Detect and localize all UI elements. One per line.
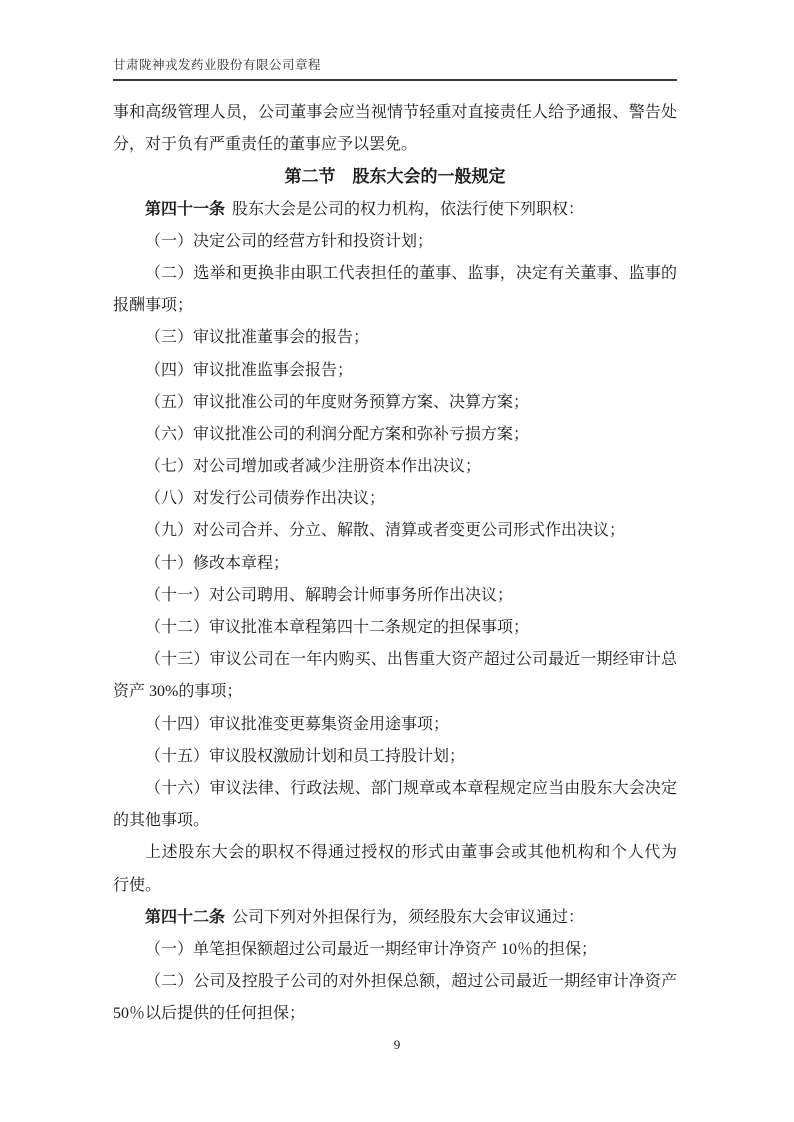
- line-text: （十五）审议股权激励计划和员工持股计划；: [145, 747, 466, 765]
- document-line: [113, 870, 677, 902]
- line-text: （二）公司及控股子公司的对外担保总额，超过公司最近一期经审计净资产: [145, 973, 677, 991]
- document-line: [113, 934, 677, 966]
- line-text: （二）选举和更换非由职工代表担任的董事、监事，决定有关董事、监事的: [145, 264, 677, 282]
- document-line: [113, 741, 677, 773]
- page-footer: [0, 1037, 794, 1053]
- line-text: 资产 30%的事项；: [113, 683, 243, 701]
- document-line: [113, 226, 677, 258]
- section-heading-text: 第二节 股东大会的一般规定: [284, 167, 506, 187]
- line-text: （一）单笔担保额超过公司最近一期经审计净资产 10％的担保；: [145, 940, 598, 958]
- line-text: （十二）审议批准本章程第四十二条规定的担保事项；: [145, 619, 530, 636]
- header-title: 甘肃陇神戎发药业股份有限公司章程: [113, 58, 322, 72]
- line-text: （十三）审议公司在一年内购买、出售重大资产超过公司最近一期经审计总: [145, 651, 677, 669]
- document-line: [113, 966, 677, 998]
- line-text: 分，对于负有严重责任的董事应予以罢免。: [113, 136, 418, 154]
- document-line: [113, 709, 677, 741]
- line-text: （十六）审议法律、行政法规、部门规章或本章程规定应当由股东大会决定: [145, 779, 677, 797]
- document-line: [113, 837, 677, 869]
- document-line: [113, 419, 677, 451]
- line-text: （十）修改本章程；: [145, 554, 290, 572]
- document-line: [113, 580, 677, 612]
- section-heading: [113, 161, 677, 193]
- line-text: （三）审议批准董事会的报告；: [145, 329, 370, 347]
- document-line: [113, 805, 677, 837]
- line-text: （十四）审议批准变更募集资金用途事项；: [145, 715, 450, 733]
- document-line: [113, 129, 677, 161]
- page-number: 9: [393, 1037, 401, 1052]
- line-text: （九）对公司合并、分立、解散、清算或者变更公司形式作出决议；: [145, 522, 626, 540]
- document-line: [113, 773, 677, 805]
- document-line: [113, 612, 677, 644]
- line-text: 公司下列对外担保行为，须经股东大会审议通过：: [232, 908, 585, 926]
- document-line: [113, 258, 677, 290]
- line-text: 股东大会是公司的权力机构，依法行使下列职权：: [232, 200, 585, 218]
- document-line: [113, 515, 677, 547]
- document-line: [113, 97, 677, 129]
- line-text: （五）审议批准公司的年度财务预算方案、决算方案；: [145, 393, 530, 411]
- line-text: （四）审议批准监事会报告；: [145, 361, 354, 379]
- line-text: （七）对公司增加或者减少注册资本作出决议；: [145, 458, 482, 476]
- line-text: 的其他事项。: [113, 812, 210, 830]
- document-line: [113, 194, 677, 226]
- document-line: [113, 998, 677, 1030]
- document-line: [113, 644, 677, 676]
- line-text: （八）对发行公司债券作出决议；: [145, 490, 386, 508]
- line-text: （六）审议批准公司的利润分配方案和弥补亏损方案；: [145, 425, 530, 443]
- article-number: 第四十二条: [145, 908, 226, 926]
- line-text: 报酬事项；: [113, 297, 194, 315]
- line-text: （一）决定公司的经营方针和投资计划；: [145, 232, 434, 250]
- line-text: （十一）对公司聘用、解聘会计师事务所作出决议；: [145, 586, 514, 604]
- document-body: [113, 97, 677, 1030]
- document-line: [113, 676, 677, 708]
- line-text: 行使。: [113, 876, 162, 894]
- document-line: [113, 902, 677, 934]
- line-text: 上述股东大会的职权不得通过授权的形式由董事会或其他机构和个人代为: [145, 844, 677, 862]
- line-text: 事和高级管理人员，公司董事会应当视情节轻重对直接责任人给予通报、警告处: [113, 104, 677, 121]
- document-line: [113, 548, 677, 580]
- document-line: [113, 483, 677, 515]
- line-text: 50％以后提供的任何担保；: [113, 1005, 306, 1023]
- document-line: [113, 290, 677, 322]
- document-line: [113, 322, 677, 354]
- document-line: [113, 355, 677, 387]
- article-number: 第四十一条: [145, 200, 226, 218]
- document-line: [113, 451, 677, 483]
- page-header: [113, 55, 677, 81]
- document-line: [113, 387, 677, 419]
